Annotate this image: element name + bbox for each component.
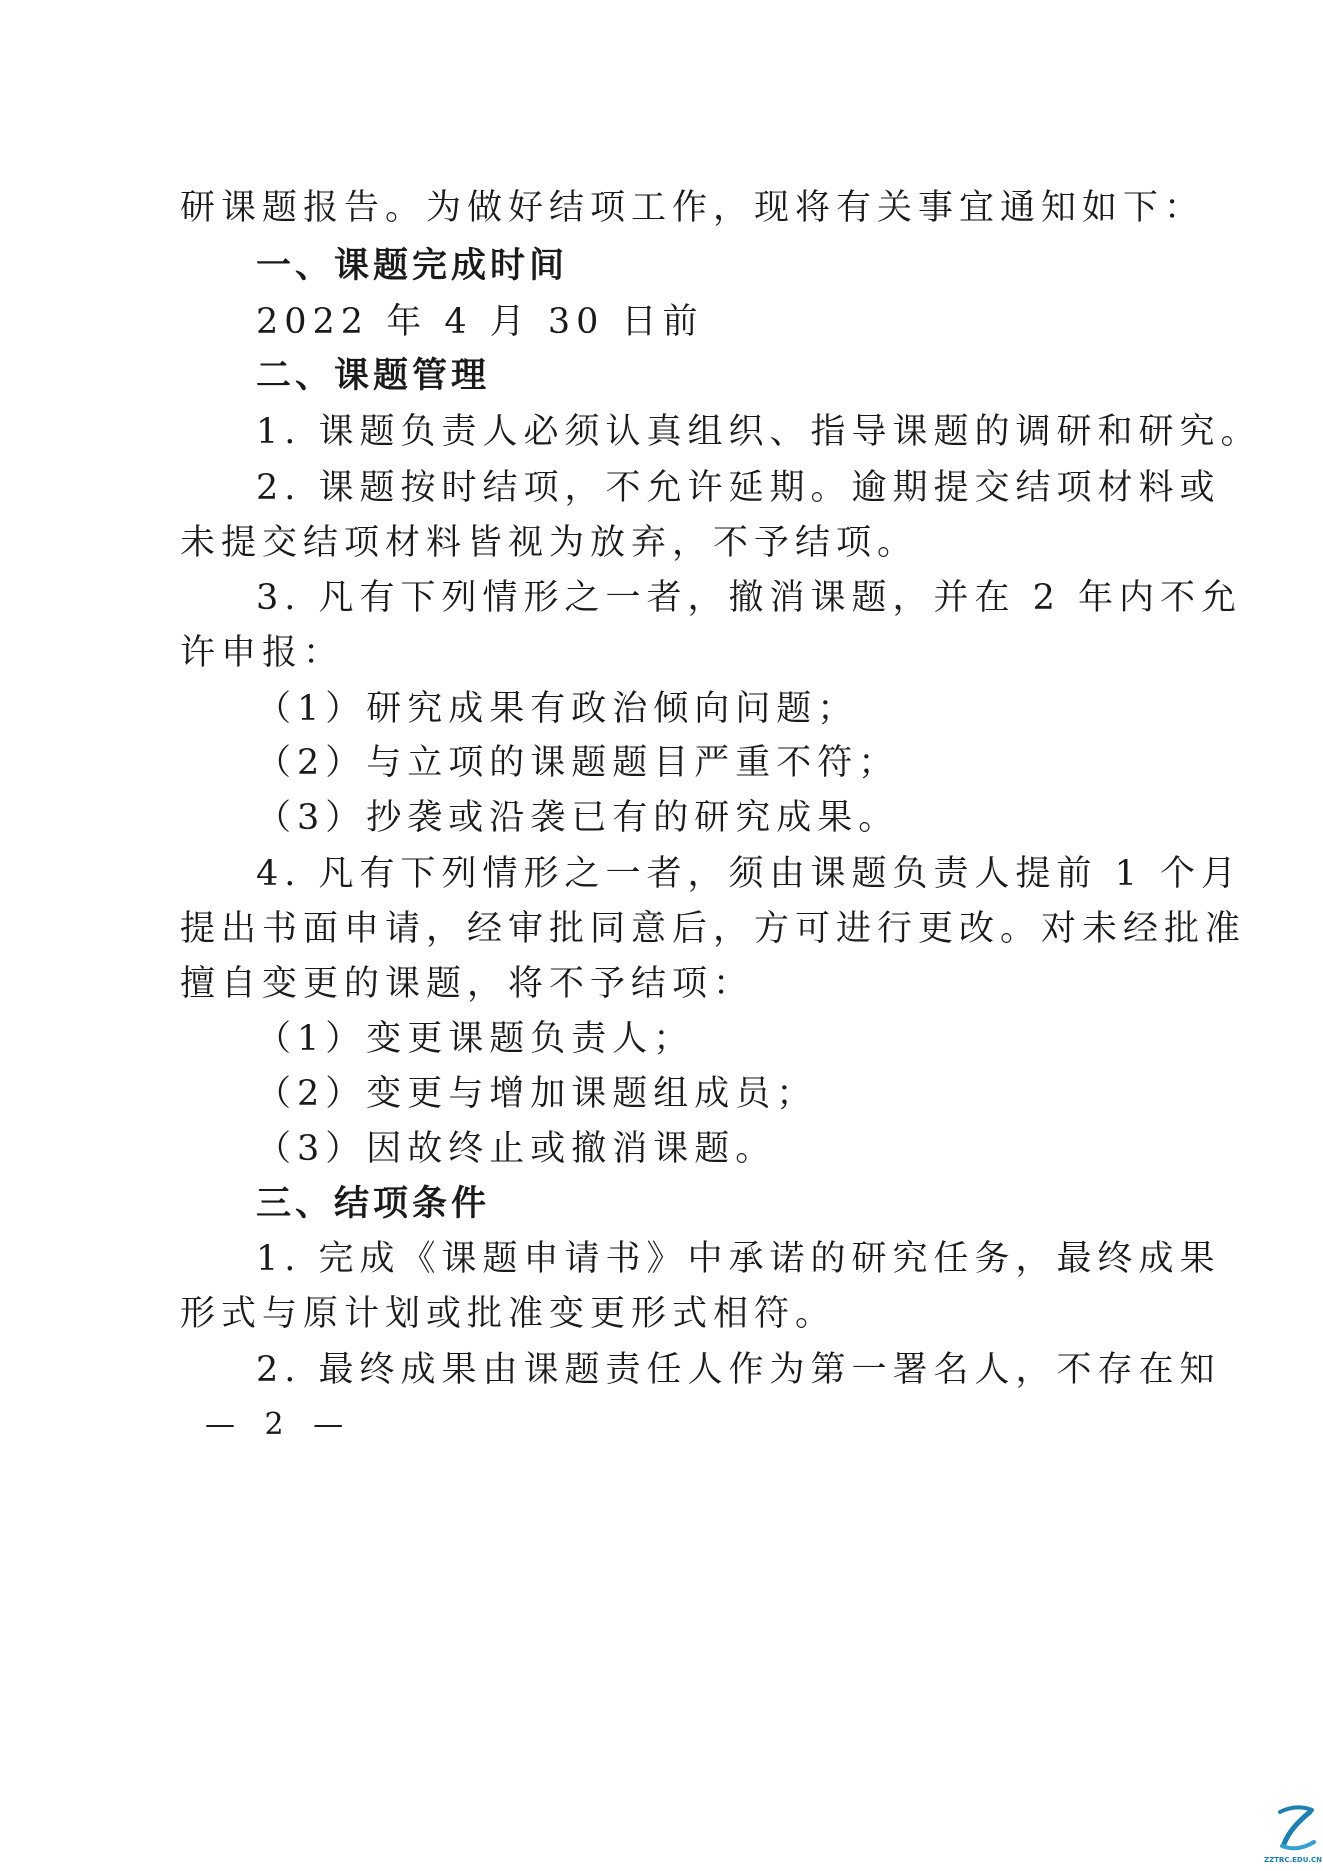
management-item-4: 4. 凡有下列情形之一者，须由课题负责人提前 1 个月 <box>256 854 1243 894</box>
management-item-4-continued-1: 提出书面申请，经审批同意后，方可进行更改。对未经批准 <box>180 909 1247 949</box>
management-item-2-continued: 未提交结项材料皆视为放弃，不予结项。 <box>180 523 919 563</box>
section-heading-completion-conditions: 三、结项条件 <box>256 1184 491 1224</box>
management-item-4-continued-2: 擅自变更的课题，将不予结项： <box>180 964 755 1004</box>
management-item-1: 1. 课题负责人必须认真组织、指导课题的调研和研究。 <box>256 412 1262 452</box>
change-condition-2: （2）变更与增加课题组成员； <box>256 1074 818 1114</box>
management-item-3-continued: 许申报： <box>180 633 345 673</box>
watermark-text: ZZTRC.EDU.CN <box>1264 1856 1323 1864</box>
section-heading-completion-time: 一、课题完成时间 <box>256 246 569 286</box>
completion-date: 2022 年 4 月 30 日前 <box>256 302 704 342</box>
change-condition-1: （1）变更课题负责人； <box>256 1019 695 1059</box>
management-item-2: 2. 课题按时结项，不允许延期。逾期提交结项材料或 <box>256 468 1221 508</box>
management-item-3: 3. 凡有下列情形之一者，撤消课题，并在 2 年内不允 <box>256 578 1243 618</box>
paragraph-line-intro-end: 研课题报告。为做好结项工作，现将有关事宜通知如下： <box>180 188 1206 228</box>
completion-condition-2: 2. 最终成果由课题责任人作为第一署名人，不存在知 <box>256 1350 1221 1390</box>
revoke-condition-1: （1）研究成果有政治倾向问题； <box>256 689 859 729</box>
completion-condition-1: 1. 完成《课题申请书》中承诺的研究任务，最终成果 <box>256 1239 1221 1279</box>
revoke-condition-3: （3）抄袭或沿袭已有的研究成果。 <box>256 798 900 838</box>
revoke-condition-2: （2）与立项的课题题目严重不符； <box>256 743 900 783</box>
change-condition-3: （3）因故终止或撤消课题。 <box>256 1129 777 1169</box>
zztrc-logo-icon <box>1272 1800 1320 1862</box>
page-number: — 2 — <box>205 1407 354 1442</box>
completion-condition-1-continued: 形式与原计划或批准变更形式相符。 <box>180 1294 837 1334</box>
section-heading-management: 二、课题管理 <box>256 356 491 396</box>
